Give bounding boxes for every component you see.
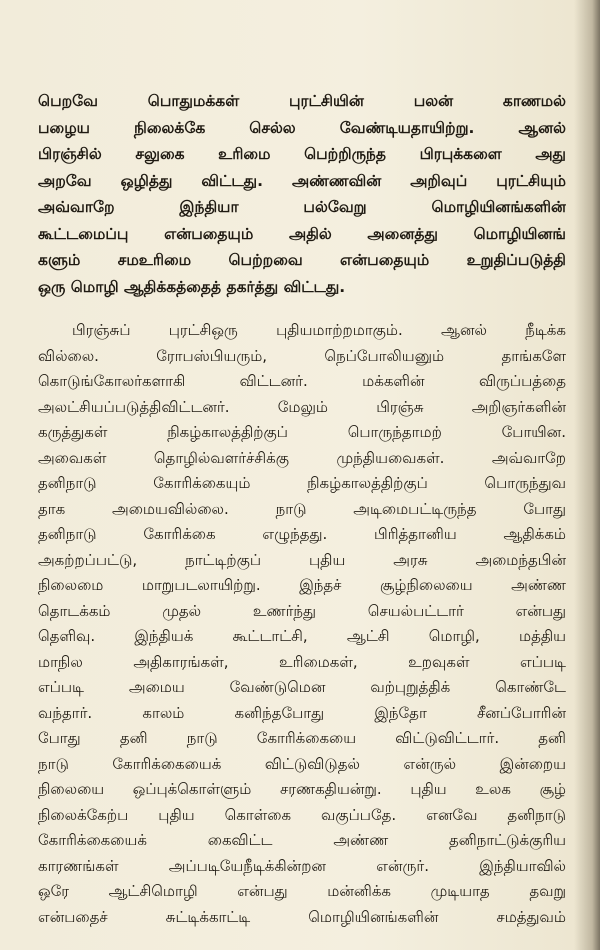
text-line: தனிநாடு கோரிக்கையும் நிகழ்காலத்திற்குப் பொருந்துவ [38, 474, 566, 492]
text-line: என்பதைச் சுட்டிக்காட்டி மொழியினங்களின் சமத்துவம் [38, 907, 566, 926]
paragraph-2 [38, 318, 566, 930]
paragraph-1 [38, 88, 566, 300]
text-line: கோரிக்கையைக் கைவிட்ட அண்ண தனிநாட்டுக்குரிய [38, 831, 566, 849]
text-line: அலட்சியப்படுத்திவிட்டனர். மேலும் பிரஞ்சு அறிஞர்களின் [38, 397, 566, 416]
text-line: தெளிவு. இந்தியக் கூட்டாட்சி, ஆட்சி மொழி, மத்திய [38, 627, 566, 645]
text-line: பிரஞ்சுப் புரட்சிஒரு புதியமாற்றமாகும். ஆனல் நீடிக்க [72, 321, 566, 339]
text-line: பழைய நிலைக்கே செல்ல வேண்டியதாயிற்று. ஆனல் [38, 118, 566, 137]
text-line: போது தனி நாடு கோரிக்கையை விட்டுவிட்டார். தனி [38, 729, 566, 747]
text-line: வில்லை. ரோபஸ்பியரும், நெப்போலியனும் தாங்களே [38, 346, 566, 365]
text-line: கருத்துகள் நிகழ்காலத்திற்குப் பொருந்தாமற் போயின. [38, 423, 566, 441]
text-line: ஒரு மொழி ஆதிக்கத்தைத் தகர்த்து விட்டது. [38, 277, 346, 296]
text-line: கூட்டமைப்பு என்பதையும் அதில் அனைத்து மொழியினங் [38, 224, 566, 243]
text-line: பிரஞ்சில் சலுகை உரிமை பெற்றிருந்த பிரபுக்களை அது [38, 145, 566, 163]
text-line: நாடு கோரிக்கையைக் விட்டுவிடுதல் என்ருல் இன்றைய [38, 754, 566, 773]
text-line: தனிநாடு கோரிக்கை எழுந்தது. பிரித்தானிய ஆதிக்கம் [38, 525, 566, 543]
text-line: அவைகள் தொழில்வளர்ச்சிக்கு முந்தியவைகள். அவ்வாறே [38, 448, 566, 467]
text-line: நிலையை ஒப்புக்கொள்ளும் சரணகதியன்று. புதிய உலக சூழ் [38, 780, 566, 798]
text-line: களும் சமஉரிமை பெற்றவை என்பதையும் உறுதிப்படுத்தி [38, 251, 566, 269]
text-line: பெறவே பொதுமக்கள் புரட்சியின் பலன் காணமல் [38, 92, 566, 110]
text-line: நிலைமை மாறுபடலாயிற்று. இந்தச் சூழ்நிலையை அண்ண [38, 576, 566, 594]
text-line: மாநில அதிகாரங்கள், உரிமைகள், உறவுகள் எப்படி [38, 652, 566, 671]
text-line: வந்தார். காலம் கனிந்தபோது இந்தோ சீனப்போரின் [38, 703, 566, 722]
text-line: கொடுங்கோலர்களாகி விட்டனர். மக்களின் விருப்பத்தை [38, 372, 566, 390]
text-line: ஒரே ஆட்சிமொழி என்பது மன்னிக்க முடியாத தவறு [38, 882, 566, 900]
text-line: தாக அமையவில்லை. நாடு அடிமைபட்டிருந்த போது [38, 499, 566, 518]
text-line: காரணங்கள் அப்படியேநீடிக்கின்றன என்ருர். இந்தியாவில் [38, 856, 566, 875]
page-spine-shadow [574, 0, 600, 950]
text-line: தொடக்கம் முதல் உணர்ந்து செயல்பட்டார் என்பது [38, 601, 566, 620]
text-line: அவ்வாறே இந்தியா பல்வேறு மொழியினங்களின் [38, 198, 566, 216]
text-line: அறவே ஒழித்து விட்டது. அண்ணவின் அறிவுப் புரட்சியும் [38, 171, 566, 190]
text-line: நிலைக்கேற்ப புதிய கொள்கை வகுப்பதே. எனவே தனிநாடு [38, 805, 566, 824]
text-line: அகற்றப்பட்டு, நாட்டிற்குப் புதிய அரசு அமைந்தபின் [38, 550, 566, 569]
text-line: எப்படி அமைய வேண்டுமென வற்புறுத்திக் கொண்டே [38, 678, 566, 696]
